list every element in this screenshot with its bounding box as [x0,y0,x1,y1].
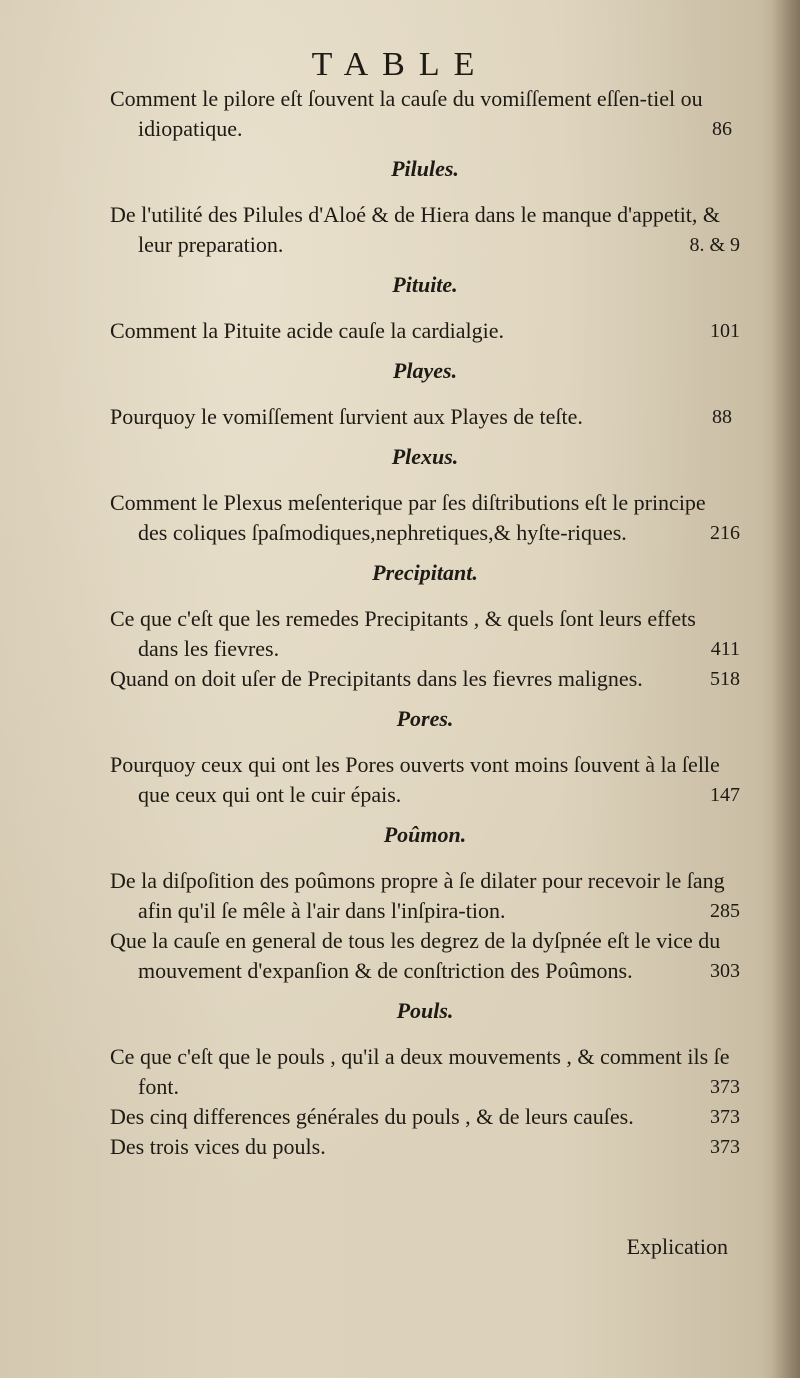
entry-text: De la diſpoſition des poûmons propre à ſe dilater pour recevoir le ſang afin qu'il ſe mêle à l'air dans l'inſpira-tion. [110,868,725,923]
entry-text: Ce que c'eſt que le pouls , qu'il a deux mouvements , & comment ils ſe font. [110,1044,730,1099]
entry-text: Des cinq differences générales du pouls , & de leurs cauſes. [110,1104,634,1129]
entry-text: Des trois vices du pouls. [110,1134,326,1159]
page-reference: 216 [710,522,740,544]
index-entry [110,604,740,664]
index-entry [110,866,740,926]
index-content [110,84,740,1162]
index-entry [110,316,740,346]
page-reference: 373 [710,1106,740,1128]
entry-text: De l'utilité des Pilules d'Aloé & de Hiera dans le manque d'appetit, & leur preparation. [110,202,721,257]
entry-text: Comment le pilore eſt ſouvent la cauſe du vomiſſement eſſen-tiel ou idiopatique. [110,86,703,141]
index-entry [110,1102,740,1132]
section-heading: Poûmon. [383,822,467,847]
section-heading: Pituite. [392,272,458,297]
entry-text: Ce que c'eſt que les remedes Precipitants , & quels ſont leurs effets dans les fievres. [110,606,696,661]
entry-text: Comment la Pituite acide cauſe la cardialgie. [110,318,505,343]
page-reference: 101 [710,320,740,342]
page-reference: 518 [710,668,740,690]
page-reference: 303 [710,960,740,982]
section-heading: Precipitant. [372,560,478,585]
page-reference: 8. & 9 [689,234,740,256]
page-reference: 285 [710,900,740,922]
section-heading: Plexus. [391,444,459,469]
page-reference: 373 [710,1136,740,1158]
index-entry [110,488,740,548]
running-head: TABLE [311,46,489,83]
index-entry [110,1132,740,1162]
index-entry: Comment le pilore eſt ſouvent la cauſe du vomiſſement eſſen-tiel ou idiopatique. 86 [110,86,732,141]
index-entry [110,1042,740,1102]
catchword: Explication [626,1234,728,1259]
page-reference: 411 [710,638,740,660]
entry-text: Que la cauſe en general de tous les degrez de la dyſpnée eſt le vice du mouvement d'expanſion & de conſtriction des Poûmons. [110,928,721,983]
section-heading: Playes. [392,358,458,383]
index-entry [110,750,740,810]
entry-text: Pourquoy ceux qui ont les Pores ouverts vont moins ſouvent à la ſelle que ceux qui ont le cuir épais. [110,752,720,807]
section-heading: Pouls. [396,998,454,1023]
section-heading: Pores. [396,706,454,731]
entry-text: Comment le Plexus meſenterique par ſes diſtributions eſt le principe des coliques ſpaſmodiques,nephretiques,& hyſte-riques. [110,490,706,545]
index-entry [110,200,740,260]
index-entry [110,926,740,986]
section-heading: Pilules. [391,156,459,181]
index-entry [110,664,740,694]
page-reference: 373 [710,1076,740,1098]
entry-text: Pourquoy le vomiſſement ſurvient aux Playes de teſte. [110,404,583,429]
entry-text: Quand on doit uſer de Precipitants dans les fievres malignes. [110,666,643,691]
index-entry: Pourquoy le vomiſſement ſurvient aux Playes de teſte. 88 [110,404,732,429]
page-reference: 147 [710,784,740,806]
